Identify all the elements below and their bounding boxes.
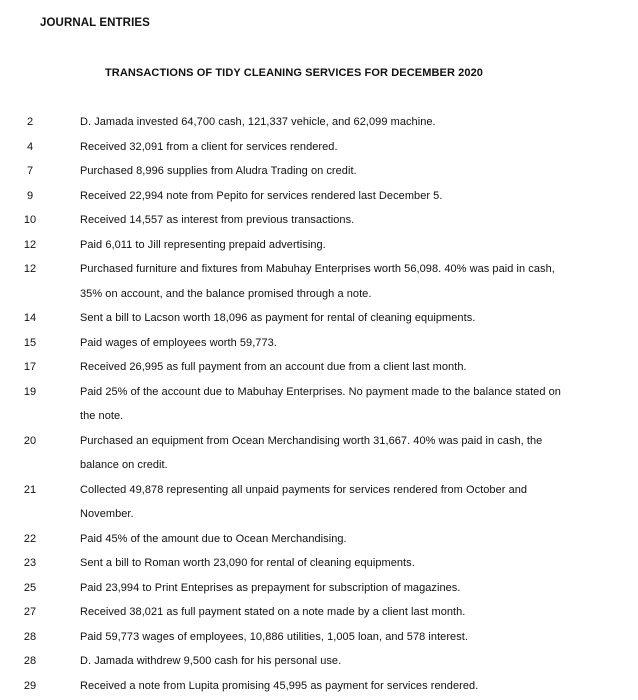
entry-text: Received 14,557 as interest from previous transactions. (80, 214, 355, 226)
entry-text: D. Jamada invested 64,700 cash, 121,337 vehicle, and 62,099 machine. (80, 116, 436, 128)
document-heading: JOURNAL ENTRIES (40, 17, 150, 29)
entry-text: Paid 59,773 wages of employees, 10,886 utilities, 1,005 loan, and 578 interest. (80, 630, 468, 643)
entry-day: 21 (23, 483, 37, 496)
list-item (0, 625, 638, 650)
list-item (0, 600, 638, 625)
entry-day: 19 (23, 385, 37, 398)
entry-text: Received 26,995 as full payment from an account due from a client last month. (80, 361, 467, 373)
list-item (0, 184, 638, 209)
entry-day: 10 (23, 214, 37, 226)
entry-day: 15 (23, 336, 37, 349)
entry-text: Received 32,091 from a client for services rendered. (80, 140, 338, 153)
entry-day: 9 (26, 189, 34, 202)
list-item (0, 208, 638, 233)
list-item (0, 380, 638, 429)
entry-day: 2 (26, 116, 34, 128)
list-item (0, 257, 638, 306)
list-item (0, 110, 638, 135)
list-item (0, 429, 638, 478)
entries-list (0, 110, 638, 698)
entry-day: 7 (26, 165, 34, 177)
entry-text: Paid 6,011 to Jill representing prepaid advertising. (80, 238, 326, 251)
entry-day: 29 (23, 679, 37, 692)
list-item (0, 551, 638, 576)
entry-text: Paid 23,994 to Print Enteprises as prepayment for subscription of magazines. (80, 581, 461, 594)
entry-day: 12 (23, 238, 37, 251)
list-item (0, 135, 638, 160)
entry-text: Paid 25% of the account due to Mabuhay Enterprises. No payment made to the balance stated on the note. (80, 385, 561, 422)
list-item (0, 159, 638, 184)
entry-text: Collected 49,878 representing all unpaid payments for services rendered from October and November. (80, 483, 528, 520)
entry-day: 17 (23, 361, 37, 373)
entry-text: Received 38,021 as full payment stated on a note made by a client last month. (80, 606, 466, 618)
entry-text: Paid 45% of the amount due to Ocean Merchandising. (80, 532, 347, 545)
list-item (0, 649, 638, 674)
entry-day: 27 (23, 606, 37, 618)
entry-day: 12 (23, 263, 37, 275)
entry-day: 25 (23, 581, 37, 594)
entry-day: 4 (26, 140, 34, 153)
entry-text: Received a note from Lupita promising 45,995 as payment for services rendered. (80, 679, 479, 692)
entry-day: 20 (23, 434, 37, 447)
list-item (0, 233, 638, 258)
entry-day: 22 (23, 532, 37, 545)
list-item (0, 355, 638, 380)
entry-text: D. Jamada withdrew 9,500 cash for his personal use. (80, 655, 342, 667)
list-item (0, 527, 638, 552)
entry-text: Purchased an equipment from Ocean Merchandising worth 31,667. 40% was paid in cash, the balance on credit. (80, 434, 543, 471)
entry-text: Received 22,994 note from Pepito for services rendered last December 5. (80, 189, 443, 202)
list-item (0, 478, 638, 527)
entry-text: Sent a bill to Roman worth 23,090 for rental of cleaning equipments. (80, 557, 415, 569)
entry-day: 14 (23, 312, 37, 324)
list-item (0, 576, 638, 601)
document-subheading: TRANSACTIONS OF TIDY CLEANING SERVICES FOR DECEMBER 2020 (104, 67, 484, 79)
entry-text: Purchased 8,996 supplies from Aludra Trading on credit. (80, 165, 357, 177)
list-item (0, 674, 638, 699)
entry-text: Purchased furniture and fixtures from Mabuhay Enterprises worth 56,098. 40% was paid in cash, 35% on account, and the balance promised through a note. (80, 263, 555, 300)
entry-day: 28 (23, 655, 37, 667)
entry-text: Sent a bill to Lacson worth 18,096 as payment for rental of cleaning equipments. (80, 312, 476, 324)
entry-day: 23 (23, 557, 37, 569)
list-item (0, 306, 638, 331)
entry-text: Paid wages of employees worth 59,773. (80, 336, 277, 349)
list-item (0, 331, 638, 356)
entry-day: 28 (23, 630, 37, 643)
